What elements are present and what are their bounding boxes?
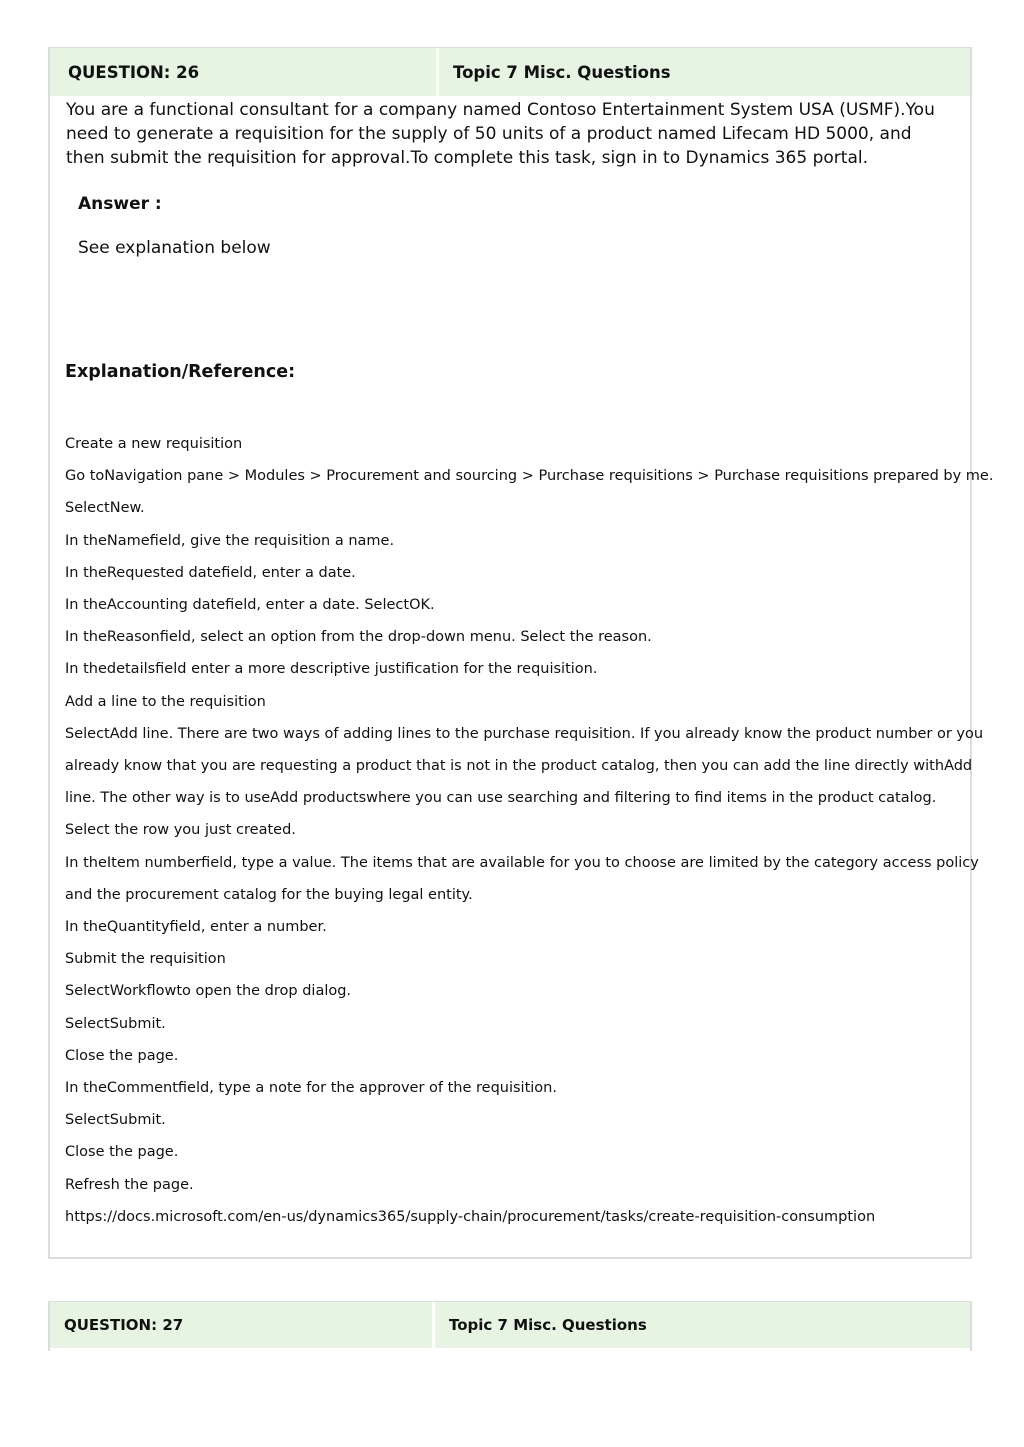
explanation-line: Select the row you just created.: [65, 822, 296, 839]
explanation-line: Submit the requisition: [65, 951, 226, 968]
answer-label: Answer :: [78, 194, 162, 214]
explanation-line: Add a line to the requisition: [65, 693, 266, 710]
explanation-line: In theReasonfield, select an option from the drop-down menu. Select the reason.: [65, 629, 652, 646]
explanation-line: Refresh the page.: [65, 1176, 194, 1193]
explanation-line: In theNamefield, give the requisition a name.: [65, 532, 395, 549]
explanation-line: SelectNew.: [65, 500, 145, 517]
question-27-card: [48, 1301, 972, 1351]
explanation-line: already know that you are requesting a product that is not in the product catalog, then you can add the line directly withAdd: [65, 758, 973, 775]
question-text: You are a functional consultant for a company named Contoso Entertainment System USA (USMF).You need to generate a requisition for the supply of 50 units of a product named Lifecam HD 5000, and then submit the requisition for approval.To complete this task, sign in to Dynamics 365 portal.: [66, 100, 935, 168]
question-header: [50, 1302, 970, 1348]
question-header: [50, 48, 970, 96]
explanation-line: SelectSubmit.: [65, 1112, 166, 1129]
explanation-line: In theRequested datefield, enter a date.: [65, 564, 356, 581]
explanation-line: Create a new requisition: [65, 436, 243, 452]
explanation-heading: Explanation/Reference:: [65, 362, 296, 382]
explanation-line: and the procurement catalog for the buying legal entity.: [65, 886, 473, 903]
explanation-line: line. The other way is to useAdd productswhere you can use searching and filtering to find items in the product catalog.: [65, 790, 937, 807]
answer-text: See explanation below: [78, 238, 271, 258]
question-topic: Topic 7 Misc. Questions: [449, 1316, 647, 1334]
explanation-line: In theQuantityfield, enter a number.: [65, 919, 327, 936]
explanation-line: https://docs.microsoft.com/en-us/dynamics365/supply-chain/procurement/tasks/create-requisition-consumption: [65, 1208, 876, 1225]
explanation-line: Close the page.: [65, 1144, 179, 1161]
explanation-line: In theCommentfield, type a note for the approver of the requisition.: [65, 1080, 557, 1097]
explanation-steps: [65, 428, 994, 1233]
explanation-line: SelectSubmit.: [65, 1015, 166, 1032]
explanation-line: In theItem numberfield, type a value. The items that are available for you to choose are limited by the category access policy: [65, 854, 979, 871]
explanation-line: SelectAdd line. There are two ways of adding lines to the purchase requisition. If you already know the product number or you: [65, 725, 984, 742]
question-number: QUESTION: 26: [50, 48, 439, 96]
explanation-line: Go toNavigation pane > Modules > Procurement and sourcing > Purchase requisitions > Purchase requisitions prepared by me.: [65, 468, 994, 485]
question-26-card: [48, 47, 994, 1259]
explanation-line: SelectWorkflowto open the drop dialog.: [65, 983, 352, 1000]
explanation-line: In thedetailsfield enter a more descriptive justification for the requisition.: [65, 661, 598, 678]
explanation-line: Close the page.: [65, 1047, 179, 1064]
question-number: QUESTION: 27: [50, 1302, 435, 1348]
question-topic: Topic 7 Misc. Questions: [453, 62, 671, 82]
explanation-line: In theAccounting datefield, enter a date. SelectOK.: [65, 597, 435, 614]
